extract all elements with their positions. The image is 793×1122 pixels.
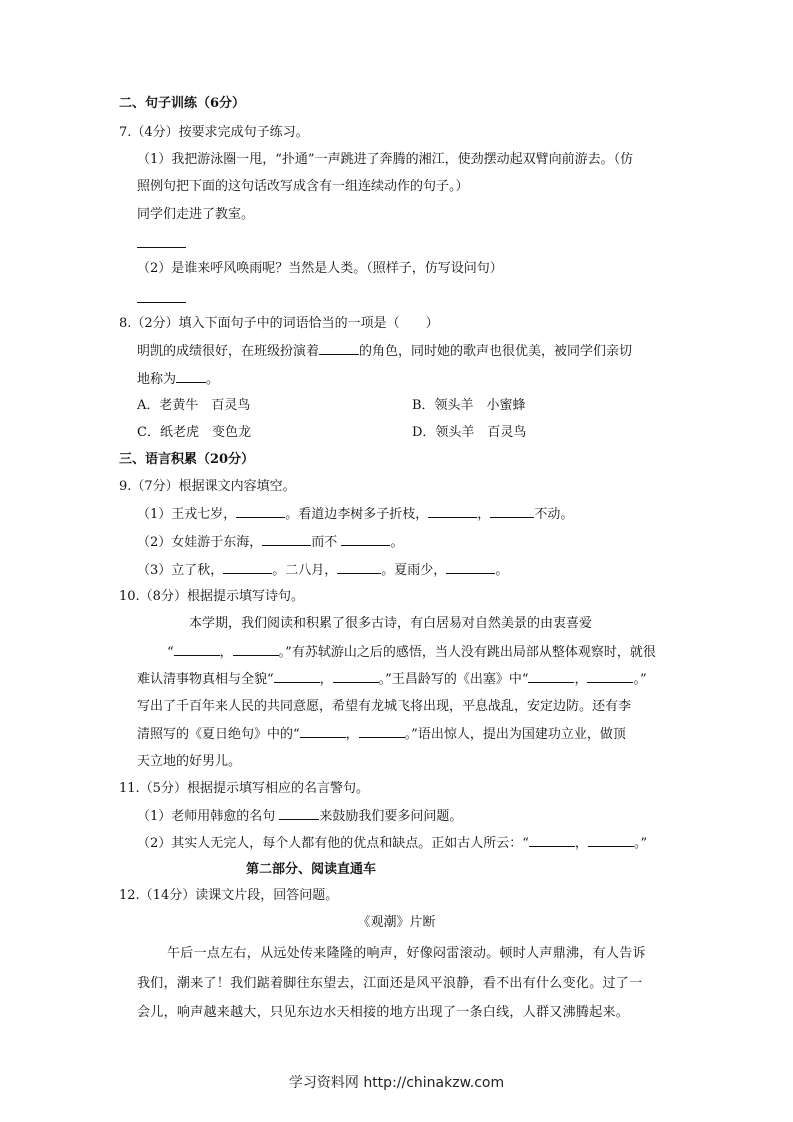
option-c[interactable]: C．纸老虎 变色龙: [137, 425, 251, 440]
answer-blank[interactable]: [319, 342, 359, 355]
option-b[interactable]: B．领头羊 小蜜蜂: [412, 398, 526, 413]
text-segment: （3）立了秋，: [137, 563, 224, 578]
passage-line2: 我们，潮来了！我们踮着脚往东望去，江面还是风平浪静，看不出有什么变化。过了一: [137, 976, 643, 991]
question-10-stem: 10.（8分）根据提示填写诗句。: [119, 589, 304, 604]
question-9-line3: [137, 561, 508, 580]
section-title: 二、句子训练（6分）: [119, 96, 246, 111]
text-segment: 。: [206, 372, 220, 387]
question-7-part1-line2: 照例句把下面的这句话改写成含有一组连续动作的句子。）: [137, 179, 469, 194]
question-10-line4: 写出了千百年来人民的共同意愿，希望有龙城飞将出现，平息战乱，安定边防。还有李: [137, 699, 632, 714]
question-8-line2: [137, 370, 219, 389]
passage-line3: 会儿，响声越来越大，只见东边水天相接的地方出现了一条白线，人群又沸腾起来。: [137, 1005, 630, 1020]
text-segment: 。”: [633, 836, 648, 851]
answer-blank[interactable]: [262, 533, 311, 546]
question-9-stem: 9.（7分）根据课文内容填空。: [119, 479, 296, 494]
answer-blank[interactable]: [446, 561, 495, 574]
question-9-line2: [137, 533, 403, 552]
text-segment: （1）老师用韩愈的名句: [137, 809, 276, 824]
text-segment: 。: [390, 535, 404, 550]
text-segment: 。”有苏轼游山之后的感悟，当人没有跳出局部从整体观察时，就很: [278, 645, 656, 660]
option-a[interactable]: A．老黄牛 百灵鸟: [137, 398, 251, 413]
question-7-part1-line3: 同学们走进了教室。: [137, 207, 255, 222]
question-11-line1: [137, 807, 462, 826]
text-segment: （2）其实人无完人，每个人都有他的优点和缺点。正如古人所云：“: [137, 836, 529, 851]
text-segment: ，: [345, 727, 359, 742]
question-8-stem: 8.（2分）填入下面句子中的词语恰当的一项是（ ）: [119, 316, 439, 331]
section-title: 三、语言积累（20分）: [119, 452, 255, 467]
footer-watermark: 学习资料网 http://chinakzw.com: [288, 1075, 505, 1091]
answer-blank[interactable]: [223, 561, 272, 574]
question-7-stem: 7.（4分）按要求完成句子练习。: [119, 125, 309, 140]
answer-blank[interactable]: [529, 834, 575, 847]
question-8-line1: [137, 342, 632, 361]
text-segment: ，: [477, 507, 491, 522]
answer-blank[interactable]: [279, 807, 319, 820]
answer-blank[interactable]: [300, 725, 346, 738]
question-11-line2: [137, 834, 647, 853]
text-segment: 清照写的《夏日绝句》中的“: [137, 727, 300, 742]
text-segment: 本学期，我们阅读和积累了很多古诗，有白居易对自然美景的由衷喜爱: [189, 616, 593, 631]
text-segment: （1）王戎七岁，: [137, 507, 237, 522]
question-10-line5: [137, 725, 626, 744]
text-segment: 。夏雨少，: [381, 563, 447, 578]
text-segment: ，: [574, 836, 588, 851]
answer-blank[interactable]: [337, 561, 381, 574]
text-segment: 。”语出惊人，提出为国建功立业，做顶: [404, 727, 626, 742]
answer-blank[interactable]: [233, 643, 279, 656]
answer-blank[interactable]: [174, 643, 220, 656]
text-segment: ，: [219, 645, 233, 660]
text-segment: 。”王昌龄写的《出塞》中“: [378, 672, 529, 687]
answer-blank[interactable]: [137, 246, 186, 248]
answer-blank[interactable]: [341, 533, 390, 546]
question-7-part2: （2）是谁来呼风唤雨呢？当然是人类。（照样子，仿写设问句）: [137, 261, 503, 276]
answer-blank[interactable]: [587, 670, 633, 683]
answer-blank[interactable]: [490, 505, 534, 518]
question-11-stem: 11.（5分）根据提示填写相应的名言警句。: [119, 781, 369, 796]
question-9-line1: [137, 505, 573, 524]
text-segment: 。: [495, 563, 509, 578]
answer-blank[interactable]: [236, 505, 285, 518]
answer-blank[interactable]: [359, 725, 405, 738]
question-12-stem: 12.（14分）读课文片段，回答问题。: [119, 888, 339, 903]
answer-blank[interactable]: [333, 670, 379, 683]
answer-blank[interactable]: [428, 505, 477, 518]
text-segment: 地称为: [137, 372, 177, 387]
text-segment: 。”: [633, 672, 647, 687]
question-10-line1: [137, 615, 675, 633]
answer-blank[interactable]: [274, 670, 320, 683]
text-segment: 而不: [311, 535, 338, 550]
question-10-line2: [167, 643, 656, 662]
part-title: 第二部分、阅读直通车: [246, 862, 377, 877]
passage-title: 《观潮》片断: [357, 915, 436, 930]
text-segment: 难认清事物真相与全貌“: [137, 672, 274, 687]
text-segment: （2）女娃游于东海，: [137, 535, 263, 550]
text-segment: 来鼓励我们要多问问题。: [319, 809, 463, 824]
answer-blank[interactable]: [176, 370, 206, 383]
question-10-line6: 天立地的好男儿。: [137, 754, 242, 769]
text-segment: “: [167, 645, 174, 660]
passage-line1: 午后一点左右，从远处传来隆隆的响声，好像闷雷滚动。顿时人声鼎沸，有人告诉: [167, 946, 646, 961]
answer-blank[interactable]: [588, 834, 634, 847]
text-segment: 不动。: [534, 507, 574, 522]
text-segment: 明凯的成绩很好，在班级扮演着: [137, 344, 320, 359]
text-segment: ，: [574, 672, 588, 687]
text-segment: 的角色，同时她的歌声也很优美，被同学们亲切: [359, 344, 633, 359]
answer-blank[interactable]: [528, 670, 574, 683]
answer-blank[interactable]: [137, 301, 186, 303]
question-7-part1-line1: （1）我把游泳圈一甩，“扑通”一声跳进了奔腾的湘江，使劲摆动起双臂向前游去。（仿: [137, 152, 634, 167]
text-segment: 。看道边李树多子折枝，: [285, 507, 429, 522]
text-segment: 。二八月，: [272, 563, 338, 578]
question-10-line3: [137, 670, 647, 689]
option-d[interactable]: D．领头羊 百灵鸟: [412, 425, 527, 440]
text-segment: ，: [319, 672, 333, 687]
